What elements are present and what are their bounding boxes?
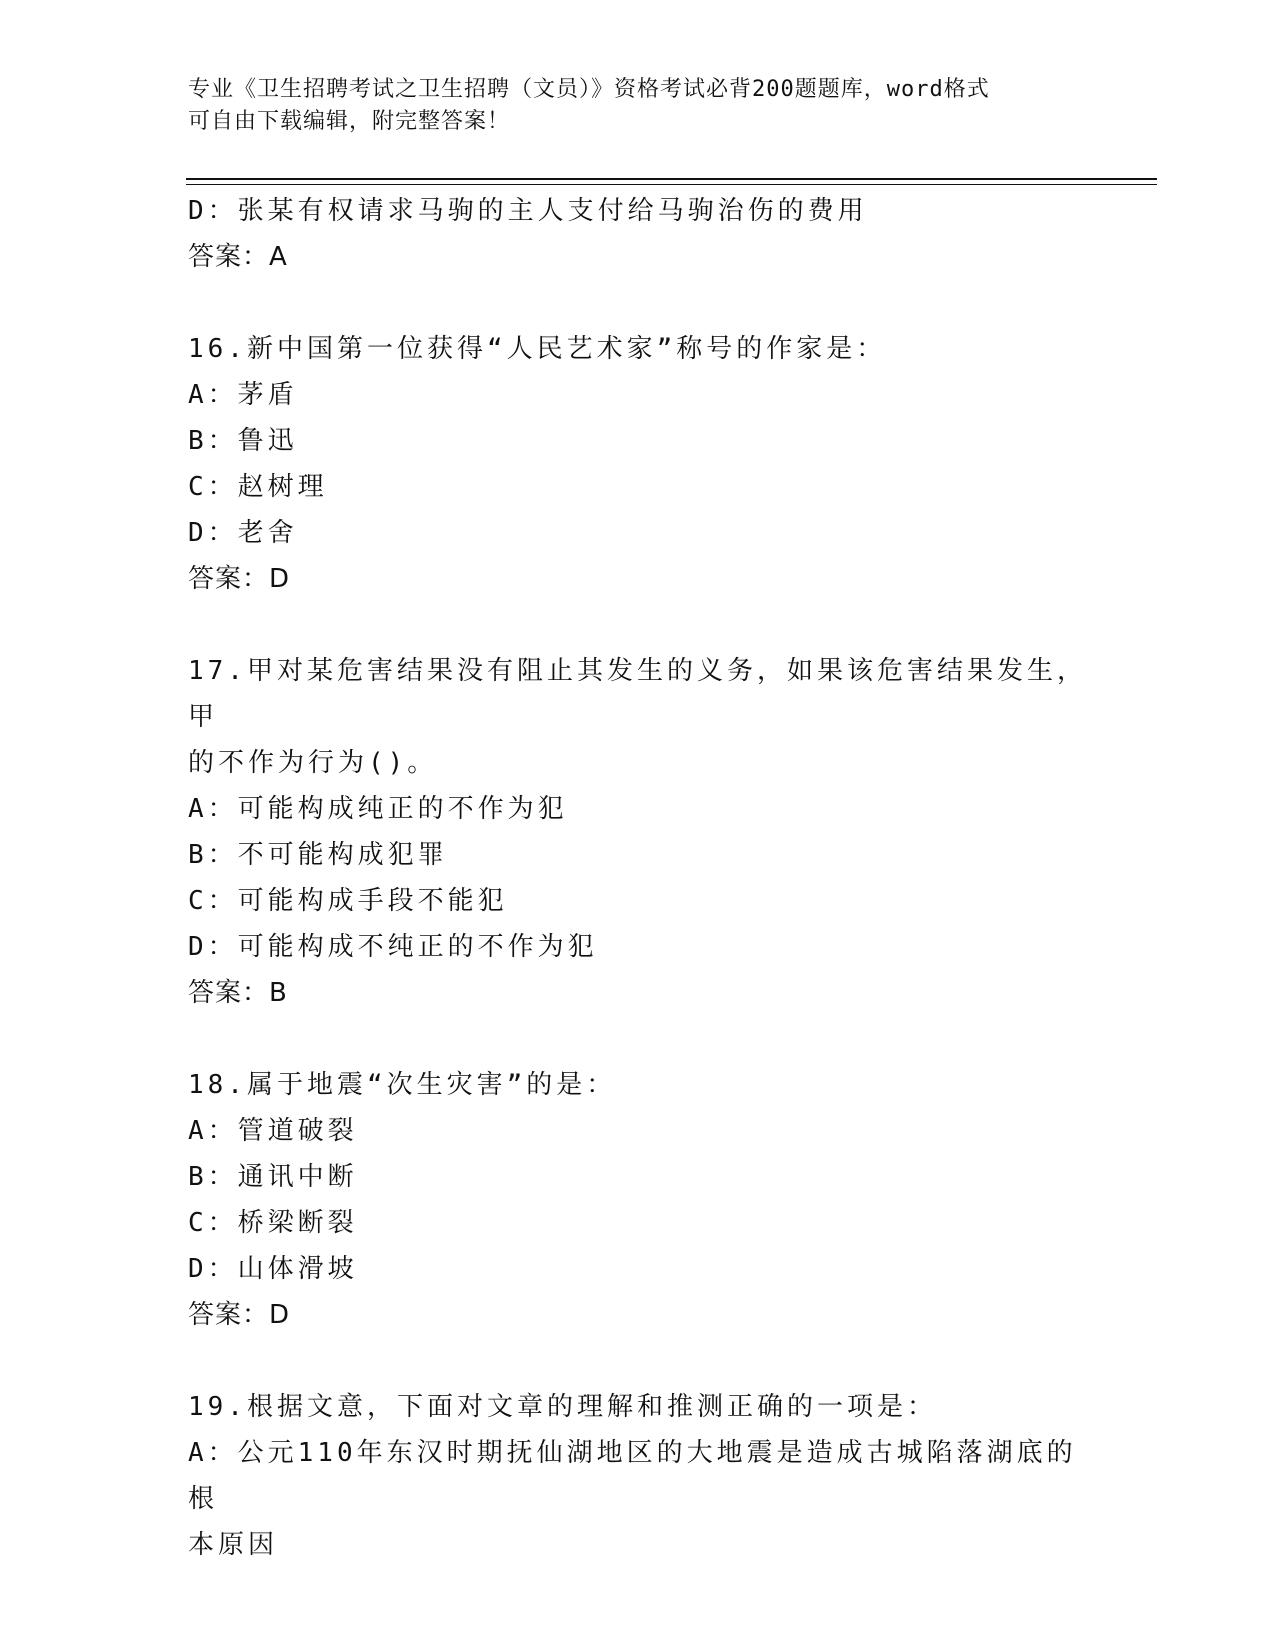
question-list	[188, 188, 1088, 1568]
header-title-line-2: 可自由下载编辑，附完整答案！	[188, 109, 511, 134]
spacer	[188, 280, 1088, 326]
option-a: A：茅盾	[188, 380, 298, 410]
header-title-line-1: 专业《卫生招聘考试之卫生招聘（文员）》资格考试必背200题题库，word格式	[188, 77, 990, 102]
question-stem: 19.根据文意，下面对文章的理解和推测正确的一项是：	[188, 1392, 937, 1422]
option-c: C：桥梁断裂	[188, 1208, 358, 1238]
answer: 答案：D	[188, 564, 291, 594]
document-header	[188, 74, 1088, 138]
option-b: B：不可能构成犯罪	[188, 840, 448, 870]
option-a: A：公元110年东汉时期抚仙湖地区的大地震是造成古城陷落湖底的根	[188, 1438, 1077, 1514]
question-18	[188, 1062, 1088, 1338]
question-stem-continued: 的不作为行为()。	[188, 748, 438, 778]
header-divider-thick	[186, 178, 1157, 180]
question-17	[188, 648, 1088, 1016]
option-d: D：山体滑坡	[188, 1254, 358, 1284]
option-b: B：通讯中断	[188, 1162, 358, 1192]
question-15-tail	[188, 188, 1088, 280]
option-d: D：张某有权请求马驹的主人支付给马驹治伤的费用	[188, 196, 868, 226]
answer: 答案：A	[188, 242, 288, 272]
question-19	[188, 1384, 1088, 1568]
option-b: B：鲁迅	[188, 426, 298, 456]
question-stem: 17.甲对某危害结果没有阻止其发生的义务，如果该危害结果发生，甲	[188, 656, 1087, 732]
question-stem: 18.属于地震“次生灾害”的是：	[188, 1070, 617, 1100]
option-a: A：可能构成纯正的不作为犯	[188, 794, 568, 824]
spacer	[188, 1016, 1088, 1062]
question-16	[188, 326, 1088, 602]
spacer	[188, 1338, 1088, 1384]
answer: 答案：D	[188, 1300, 291, 1330]
answer: 答案：B	[188, 978, 288, 1008]
question-stem: 16.新中国第一位获得“人民艺术家”称号的作家是：	[188, 334, 887, 364]
header-divider-thin	[186, 184, 1157, 185]
spacer	[188, 602, 1088, 648]
option-d: D：老舍	[188, 518, 298, 548]
option-a-continued: 本原因	[188, 1530, 279, 1560]
option-a: A：管道破裂	[188, 1116, 358, 1146]
option-d: D：可能构成不纯正的不作为犯	[188, 932, 598, 962]
option-c: C：赵树理	[188, 472, 328, 502]
option-c: C：可能构成手段不能犯	[188, 886, 508, 916]
